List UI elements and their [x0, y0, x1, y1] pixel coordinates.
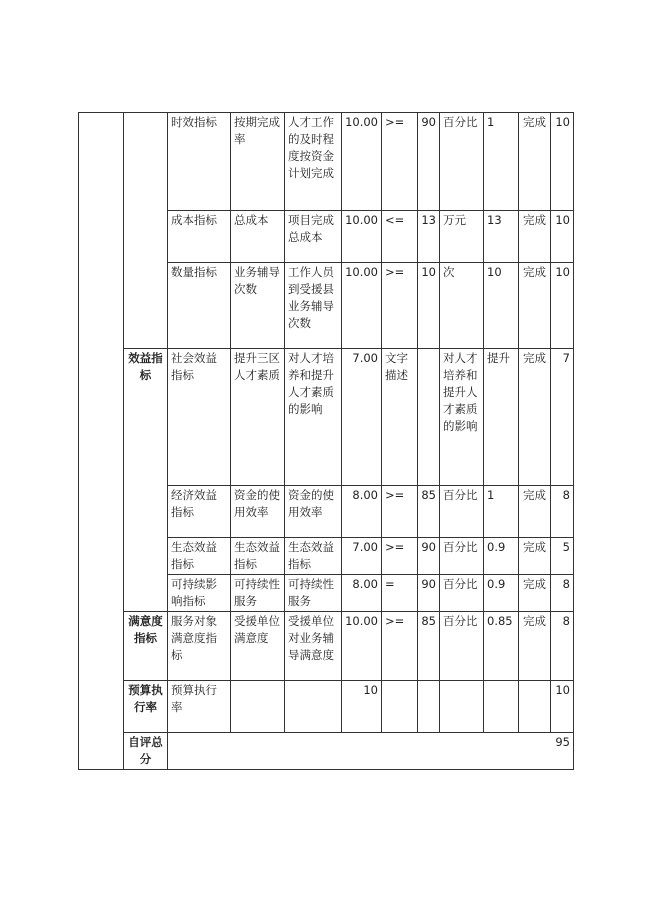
actual-cell: 1: [484, 486, 519, 538]
indicator-description: 工作人员到受援县业务辅导次数: [285, 263, 342, 349]
budget-execution-label: 预算执行率: [124, 681, 168, 733]
operator-cell: 文字描述: [382, 349, 418, 486]
level3-indicator: 服务对象满意度指标: [168, 612, 231, 681]
target-cell: 13: [418, 211, 440, 263]
table-row: [79, 113, 574, 211]
indicator-name: 提升三区人才素质: [231, 349, 285, 486]
operator-cell: >=: [382, 612, 418, 681]
weight-cell: 8.00: [342, 575, 382, 612]
actual-cell: 0.9: [484, 575, 519, 612]
weight-cell: 10.00: [342, 211, 382, 263]
actual-cell: 0.85: [484, 612, 519, 681]
operator-cell: <=: [382, 211, 418, 263]
unit-cell: 百分比: [440, 575, 484, 612]
score-cell: 8: [551, 486, 574, 538]
weight-cell: 10.00: [342, 113, 382, 211]
score-cell: 10: [551, 211, 574, 263]
weight-cell: 8.00: [342, 486, 382, 538]
status-cell: 完成: [519, 113, 551, 211]
unit-cell: 百分比: [440, 612, 484, 681]
unit-cell: 百分比: [440, 113, 484, 211]
target-cell: 90: [418, 575, 440, 612]
operator-cell: >=: [382, 263, 418, 349]
level2-benefit-indicator: 效益指标: [124, 349, 168, 612]
indicator-description: 受援单位对业务辅导满意度: [285, 612, 342, 681]
target-cell: 85: [418, 486, 440, 538]
level3-indicator: 经济效益指标: [168, 486, 231, 538]
table-row: [79, 733, 574, 770]
table-row: [79, 612, 574, 681]
actual-cell: 10: [484, 263, 519, 349]
unit-cell: 百分比: [440, 538, 484, 575]
level2-satisfaction-indicator: 满意度指标: [124, 612, 168, 681]
score-cell: 5: [551, 538, 574, 575]
status-cell: 完成: [519, 538, 551, 575]
operator-cell: >=: [382, 538, 418, 575]
indicator-name: 可持续性服务: [231, 575, 285, 612]
score-cell: 8: [551, 575, 574, 612]
indicator-description: 资金的使用效率: [285, 486, 342, 538]
weight-cell: 7.00: [342, 349, 382, 486]
score-cell: 8: [551, 612, 574, 681]
total-score-label: 自评总分: [124, 733, 168, 770]
target-cell: 90: [418, 113, 440, 211]
indicator-description: 人才工作的及时程度按资金计划完成: [285, 113, 342, 211]
status-cell: 完成: [519, 486, 551, 538]
target-cell: [418, 349, 440, 486]
unit-cell: 百分比: [440, 486, 484, 538]
table-row: [79, 681, 574, 733]
actual-cell: 0.9: [484, 538, 519, 575]
status-cell: 完成: [519, 211, 551, 263]
score-cell: 10: [551, 681, 574, 733]
target-cell: 10: [418, 263, 440, 349]
indicator-description: 项目完成总成本: [285, 211, 342, 263]
score-cell: 7: [551, 349, 574, 486]
indicator-name: 受援单位满意度: [231, 612, 285, 681]
status-cell: 完成: [519, 349, 551, 486]
indicator-name: 生态效益指标: [231, 538, 285, 575]
level2-cell: [124, 113, 168, 349]
actual-cell: 提升: [484, 349, 519, 486]
weight-cell: 10.00: [342, 612, 382, 681]
level3-indicator: 时效指标: [168, 113, 231, 211]
actual-cell: 1: [484, 113, 519, 211]
status-cell: 完成: [519, 263, 551, 349]
score-cell: 10: [551, 113, 574, 211]
indicator-description: 对人才培养和提升人才素质的影响: [285, 349, 342, 486]
weight-cell: 10.00: [342, 263, 382, 349]
level3-indicator: 生态效益指标: [168, 538, 231, 575]
total-score-value: 95: [168, 733, 574, 770]
unit-cell: 对人才培养和提升人才素质的影响: [440, 349, 484, 486]
level3-indicator: 成本指标: [168, 211, 231, 263]
operator-cell: =: [382, 575, 418, 612]
indicator-name: 按期完成率: [231, 113, 285, 211]
unit-cell: 万元: [440, 211, 484, 263]
table-row: [79, 349, 574, 486]
indicator-name: 资金的使用效率: [231, 486, 285, 538]
target-cell: 90: [418, 538, 440, 575]
operator-cell: >=: [382, 113, 418, 211]
indicator-description: 生态效益指标: [285, 538, 342, 575]
indicator-name: 业务辅导次数: [231, 263, 285, 349]
level3-indicator: 社会效益指标: [168, 349, 231, 486]
indicator-description: 可持续性服务: [285, 575, 342, 612]
unit-cell: 次: [440, 263, 484, 349]
level3-indicator: 可持续影响指标: [168, 575, 231, 612]
status-cell: 完成: [519, 575, 551, 612]
budget-execution-indicator: 预算执行率: [168, 681, 231, 733]
level1-cell: [79, 113, 124, 770]
indicator-name: 总成本: [231, 211, 285, 263]
weight-cell: 10: [342, 681, 382, 733]
performance-table: [78, 112, 574, 770]
status-cell: 完成: [519, 612, 551, 681]
level3-indicator: 数量指标: [168, 263, 231, 349]
target-cell: 85: [418, 612, 440, 681]
score-cell: 10: [551, 263, 574, 349]
actual-cell: 13: [484, 211, 519, 263]
operator-cell: >=: [382, 486, 418, 538]
weight-cell: 7.00: [342, 538, 382, 575]
